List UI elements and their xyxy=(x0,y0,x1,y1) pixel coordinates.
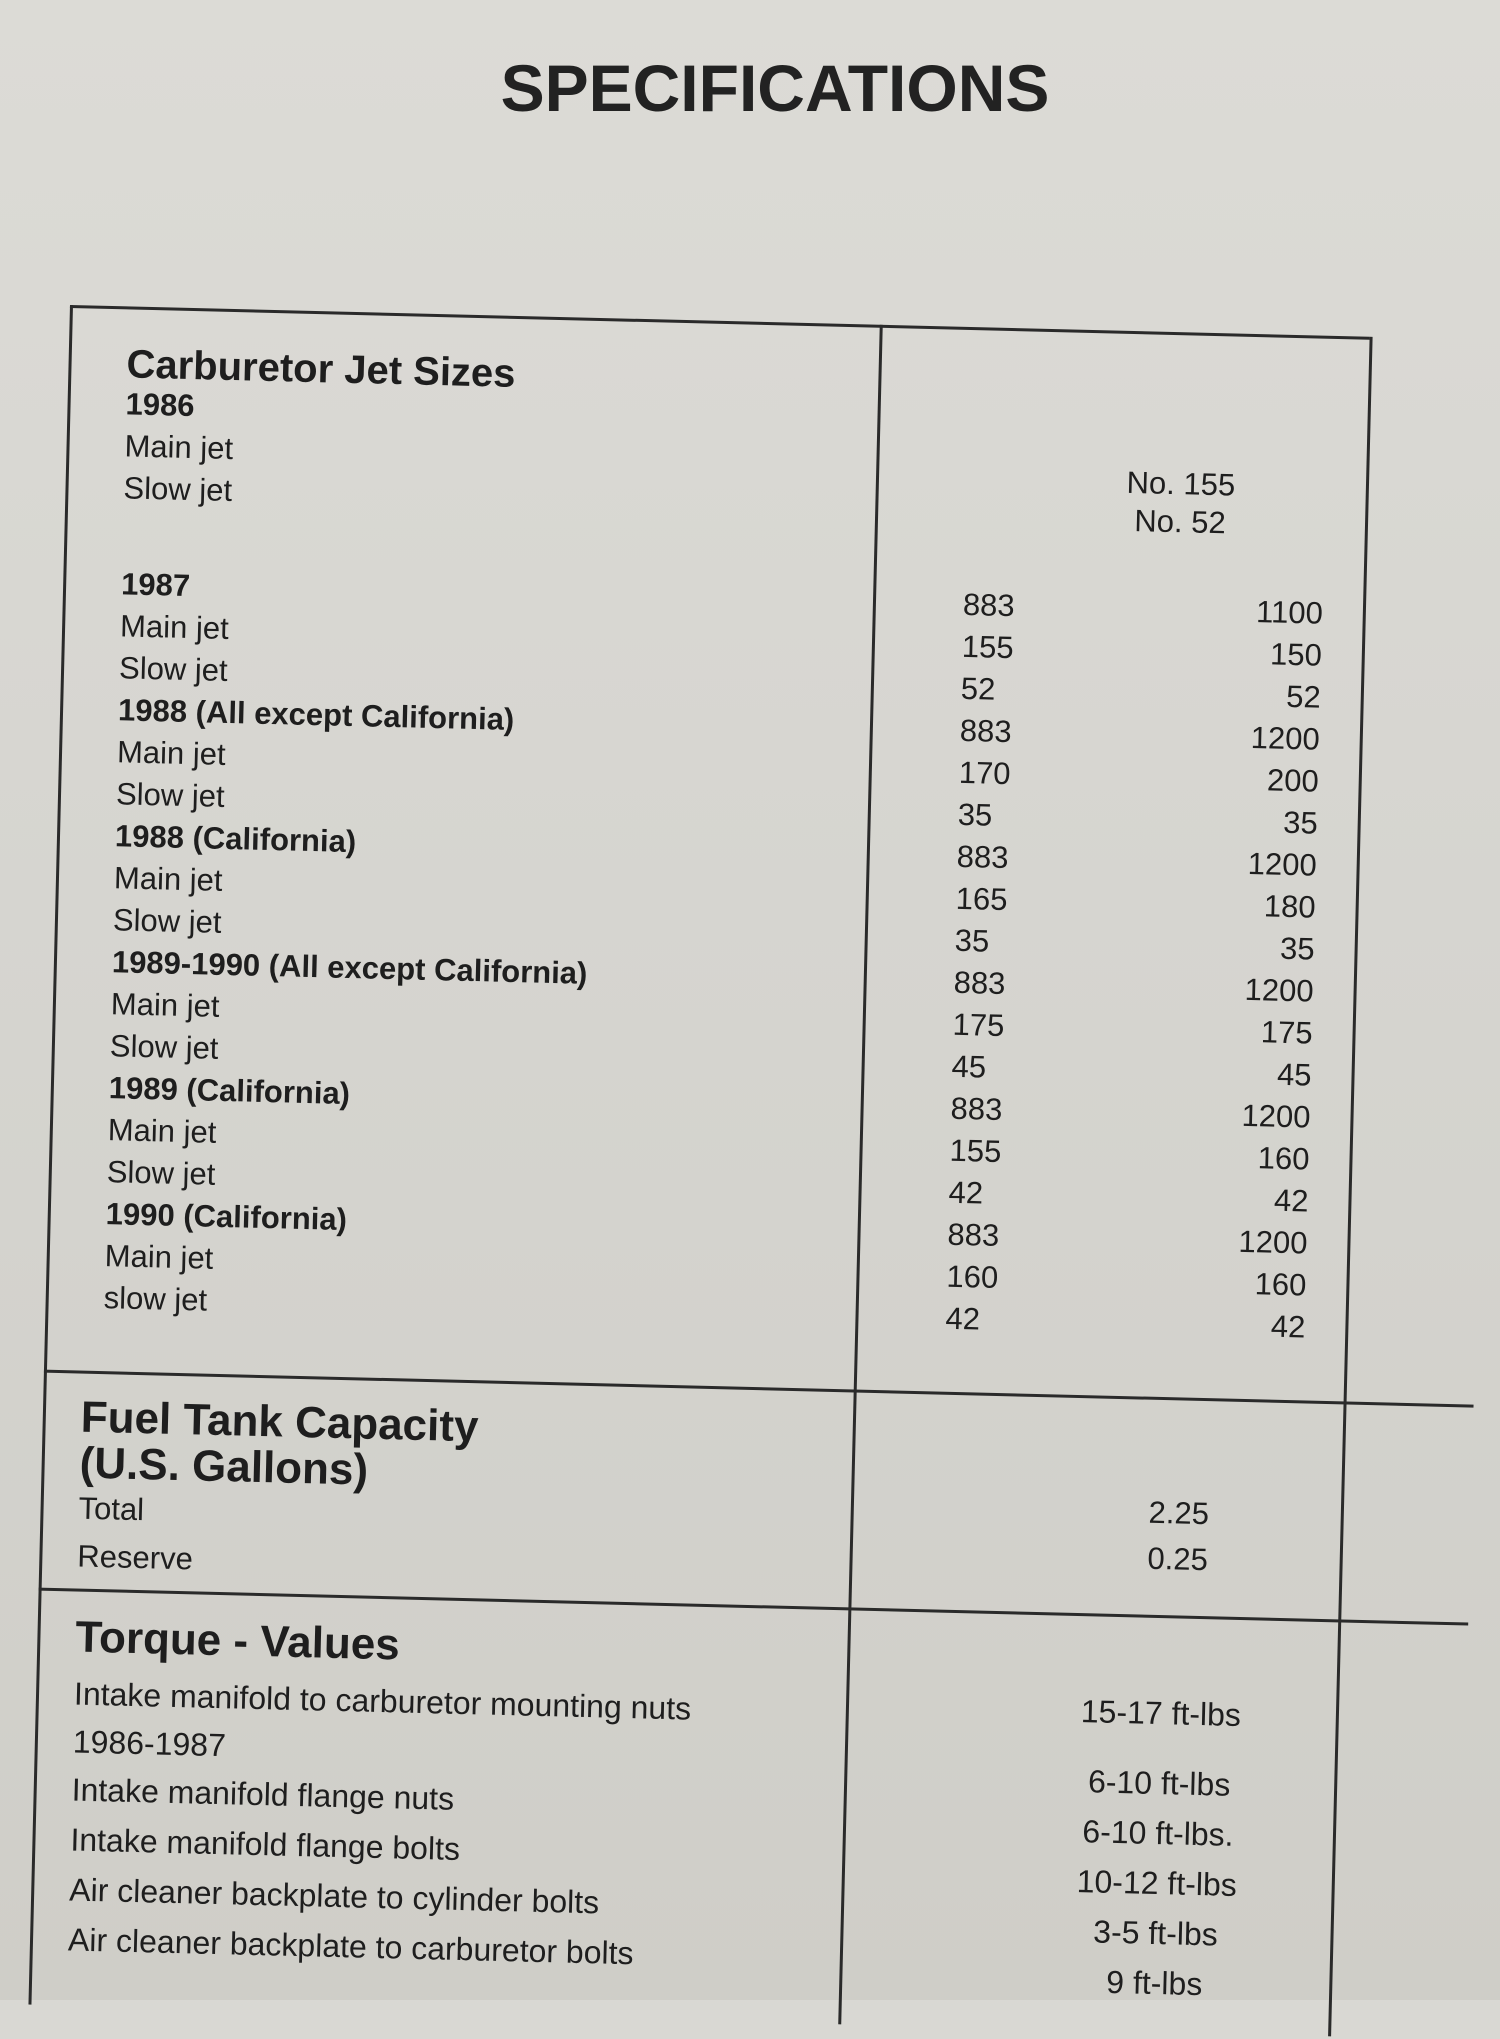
jet-value-883: 883 xyxy=(962,586,1016,624)
jet-row-label: Main jet xyxy=(119,608,230,646)
fuel-total-value: 2.25 xyxy=(1148,1494,1210,1532)
table-column-divider xyxy=(838,325,883,2025)
jet-value-883: 45 xyxy=(951,1048,987,1085)
jet-value-other-model: 150 xyxy=(1269,636,1323,673)
jet-value-other-model: 35 xyxy=(1279,930,1316,967)
jet-value-other-model: 160 xyxy=(1257,1140,1310,1177)
jet-value-other-model: 1100 xyxy=(1255,594,1324,631)
jet-row-label: 1989-1990 (All except California) xyxy=(111,944,588,991)
jet-value-883: 160 xyxy=(946,1258,999,1295)
fuel-reserve-value: 0.25 xyxy=(1147,1540,1209,1578)
jet-row-label: Main jet xyxy=(110,986,220,1024)
jet-value-other-model: 200 xyxy=(1266,762,1320,799)
jet-row-label: Main jet xyxy=(113,860,223,898)
jet-row-label: Slow jet xyxy=(106,1154,216,1192)
fuel-heading-line1: Fuel Tank Capacity xyxy=(80,1392,480,1452)
jet-row-label: Slow jet xyxy=(112,902,222,940)
torque-row-label: Intake manifold flange nuts xyxy=(71,1771,455,1817)
jet-row-label: 1990 (California) xyxy=(105,1196,348,1238)
jet-value-other-model: 52 xyxy=(1285,678,1322,715)
torque-row-value: 6-10 ft-lbs. xyxy=(1081,1813,1234,1853)
table-top-border xyxy=(70,305,1370,340)
torque-row-value: 15-17 ft-lbs xyxy=(1080,1693,1242,1734)
jet-value-883: 883 xyxy=(959,712,1013,750)
jet-value-other-model: 45 xyxy=(1276,1056,1312,1093)
jet-row-label: 1988 (California) xyxy=(114,818,357,860)
table-right-border xyxy=(1328,337,1373,2037)
jet-value-other-model: 1200 xyxy=(1247,845,1318,883)
jet-value-other-model: 1200 xyxy=(1244,971,1315,1009)
torque-row-value: 10-12 ft-lbs xyxy=(1076,1863,1238,1903)
jet-row-label: Slow jet xyxy=(109,1028,219,1066)
torque-row-label: Air cleaner backplate to carburetor bolts xyxy=(67,1921,634,1972)
jet-row-label: Slow jet xyxy=(118,650,229,688)
torque-row-label: Intake manifold to carburetor mounting nuts xyxy=(73,1675,692,1727)
torque-row-label: Air cleaner backplate to cylinder bolts xyxy=(68,1871,600,1921)
jet-row-label: 1987 xyxy=(120,566,191,604)
specifications-table xyxy=(29,305,1500,2034)
jet-value-883: 883 xyxy=(953,964,1006,1002)
torque-heading: Torque - Values xyxy=(74,1612,401,1670)
jet-value-883: 35 xyxy=(954,922,990,959)
jet-value-other-model: 35 xyxy=(1282,804,1319,841)
jet-value-other-model: 42 xyxy=(1270,1308,1306,1345)
jet-value-other-model: 180 xyxy=(1263,888,1317,925)
jet-value-883: 170 xyxy=(958,754,1011,792)
main-jet-1986-value: No. 155 xyxy=(1126,464,1236,503)
jet-value-883: 42 xyxy=(948,1174,984,1211)
jet-value-other-model: 1200 xyxy=(1250,719,1321,757)
jet-value-other-model: 42 xyxy=(1273,1182,1309,1219)
torque-row-label: 1986-1987 xyxy=(72,1723,227,1764)
table-left-border xyxy=(28,305,73,2005)
jet-value-other-model: 160 xyxy=(1254,1266,1307,1303)
jet-value-other-model: 1200 xyxy=(1238,1223,1308,1261)
jet-value-883: 42 xyxy=(945,1300,981,1337)
torque-row-value: 6-10 ft-lbs xyxy=(1087,1763,1231,1803)
slow-jet-1986-label: Slow jet xyxy=(123,470,233,509)
jet-row-label: Main jet xyxy=(107,1112,217,1150)
jet-value-other-model: 1200 xyxy=(1241,1097,1311,1135)
jet-value-other-model: 175 xyxy=(1260,1014,1314,1051)
jet-value-883: 155 xyxy=(949,1132,1002,1170)
main-jet-1986-label: Main jet xyxy=(124,428,234,467)
jet-value-883: 883 xyxy=(947,1216,1000,1253)
torque-row-value: 3-5 ft-lbs xyxy=(1092,1913,1219,1953)
torque-row-value: 9 ft-lbs xyxy=(1105,1963,1203,2003)
torque-row-label: Intake manifold flange bolts xyxy=(70,1821,461,1867)
jet-row-label: Slow jet xyxy=(115,776,226,814)
fuel-heading-line2: (U.S. Gallons) xyxy=(79,1438,369,1495)
jet-value-883: 883 xyxy=(950,1090,1003,1128)
jet-value-883: 35 xyxy=(957,796,993,833)
slow-jet-1986-value: No. 52 xyxy=(1133,503,1227,541)
jet-row-label: 1989 (California) xyxy=(108,1070,351,1112)
jet-row-label: 1988 (All except California) xyxy=(117,692,515,737)
carburetor-heading: Carburetor Jet Sizes xyxy=(126,342,517,396)
jet-value-883: 883 xyxy=(956,838,1009,876)
jet-row-label: Main jet xyxy=(116,734,227,772)
year-1986-label: 1986 xyxy=(125,386,195,424)
jet-row-label: Main jet xyxy=(104,1238,214,1276)
fuel-total-label: Total xyxy=(78,1490,145,1528)
jet-value-883: 175 xyxy=(952,1006,1005,1044)
jet-value-883: 165 xyxy=(955,880,1008,918)
page-title: SPECIFICATIONS xyxy=(500,51,1050,125)
jet-row-label: slow jet xyxy=(103,1280,208,1318)
jet-value-883: 52 xyxy=(960,670,996,707)
fuel-reserve-label: Reserve xyxy=(77,1538,194,1577)
jet-value-883: 155 xyxy=(961,628,1015,666)
